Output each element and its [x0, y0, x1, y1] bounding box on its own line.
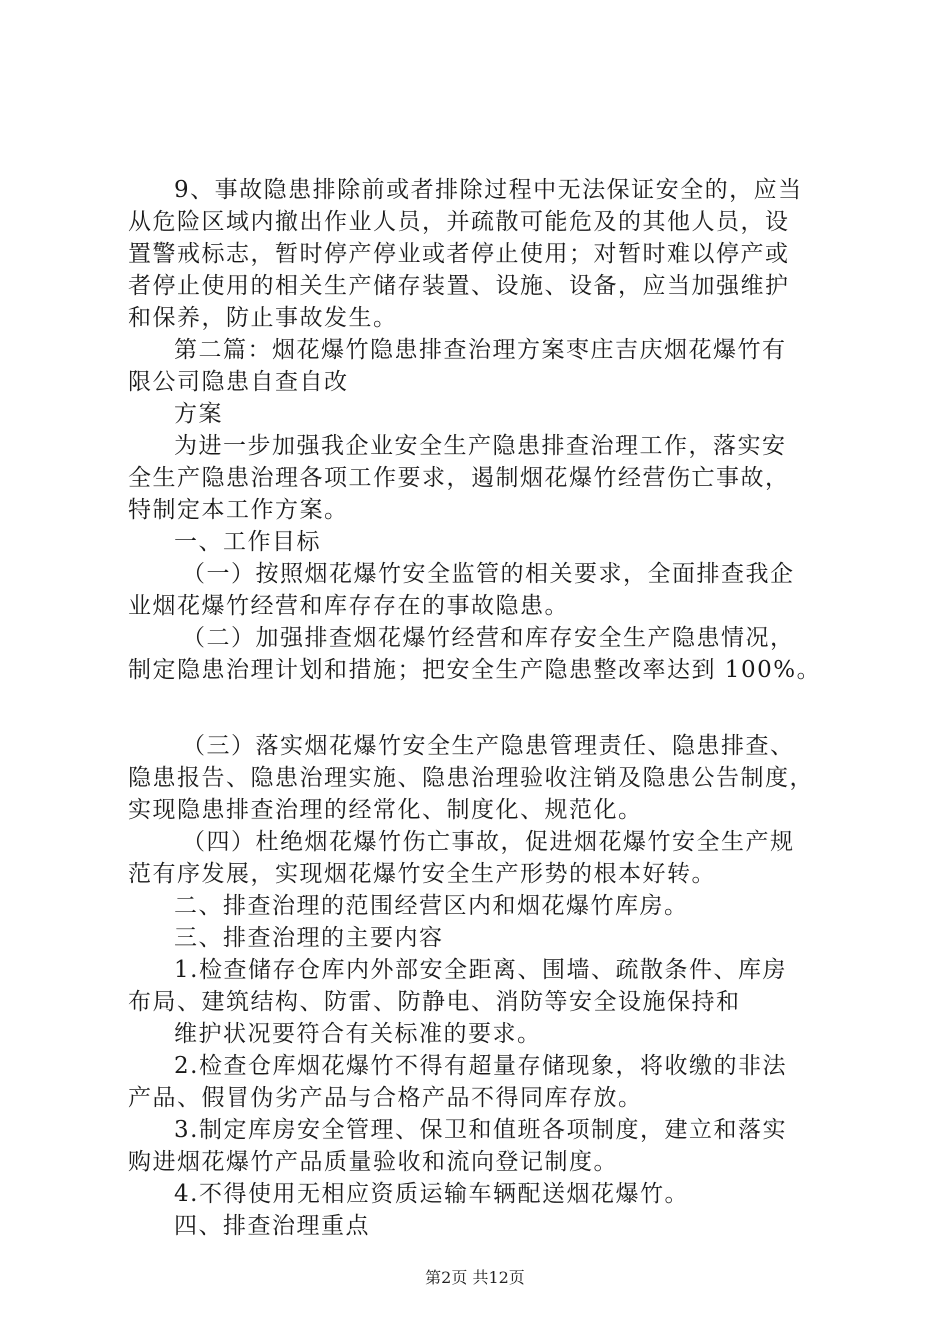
- text-line: 3.制定库房安全管理、保卫和值班各项制度，建立和落实: [174, 1117, 787, 1143]
- subheading: 四、排查治理重点: [174, 1213, 370, 1239]
- page-footer: 第2页 共12页: [425, 1268, 525, 1287]
- blank-line: [128, 686, 828, 730]
- text-line: 实现隐患排查治理的经常化、制度化、规范化。: [128, 797, 643, 823]
- text-line: 4.不得使用无相应资质运输车辆配送烟花爆竹。: [174, 1181, 689, 1207]
- text-line: 2.检查仓库烟花爆竹不得有超量存储现象，将收缴的非法: [174, 1053, 787, 1079]
- text-line: 和保养，防止事故发生。: [128, 305, 398, 331]
- text-line: 维护状况要符合有关标准的要求。: [174, 1021, 542, 1047]
- section-heading: 限公司隐患自查自改: [128, 369, 349, 395]
- text-line: 特制定本工作方案。: [128, 497, 349, 523]
- text-line: 全生产隐患治理各项工作要求，遏制烟花爆竹经营伤亡事故，: [128, 465, 790, 491]
- text-line: 范有序发展，实现烟花爆竹安全生产形势的根本好转。: [128, 861, 716, 887]
- text-line: 1.检查储存仓库内外部安全距离、围墙、疏散条件、库房: [174, 957, 787, 983]
- text-line: 产品、假冒伪劣产品与合格产品不得同库存放。: [128, 1085, 643, 1111]
- text-line: （二）加强排查烟花爆竹经营和库存安全生产隐患情况，: [182, 625, 795, 651]
- text-line: 业烟花爆竹经营和库存存在的事故隐患。: [128, 593, 569, 619]
- document-body: [128, 174, 828, 1242]
- subheading: 一、工作目标: [174, 529, 321, 555]
- text-line: （四）杜绝烟花爆竹伤亡事故，促进烟花爆竹安全生产规: [182, 829, 795, 855]
- text-line: （三）落实烟花爆竹安全生产隐患管理责任、隐患排查、: [182, 733, 795, 759]
- text-line: （一）按照烟花爆竹安全监管的相关要求，全面排查我企: [182, 561, 795, 587]
- text-line: 隐患报告、隐患治理实施、隐患治理验收注销及隐患公告制度，: [128, 765, 814, 791]
- text-line: 从危险区域内撤出作业人员，并疏散可能危及的其他人员，设: [128, 209, 790, 235]
- subheading: 二、排查治理的范围经营区内和烟花爆竹库房。: [174, 893, 689, 919]
- text-line: 置警戒标志，暂时停产停业或者停止使用；对暂时难以停产或: [128, 241, 790, 267]
- text-line: 为进一步加强我企业安全生产隐患排查治理工作，落实安: [174, 433, 787, 459]
- subheading: 三、排查治理的主要内容: [174, 925, 444, 951]
- text-line: 者停止使用的相关生产储存装置、设施、设备，应当加强维护: [128, 273, 790, 299]
- text-line: 制定隐患治理计划和措施；把安全生产隐患整改率达到 100%。: [128, 657, 822, 683]
- section-heading: 第二篇：烟花爆竹隐患排查治理方案枣庄吉庆烟花爆竹有: [174, 337, 787, 363]
- text-line: 购进烟花爆竹产品质量验收和流向登记制度。: [128, 1149, 618, 1175]
- text-line: 布局、建筑结构、防雷、防静电、消防等安全设施保持和: [128, 989, 741, 1015]
- text-line: 9、事故隐患排除前或者排除过程中无法保证安全的，应当: [174, 177, 803, 203]
- text-line: 方案: [174, 401, 223, 427]
